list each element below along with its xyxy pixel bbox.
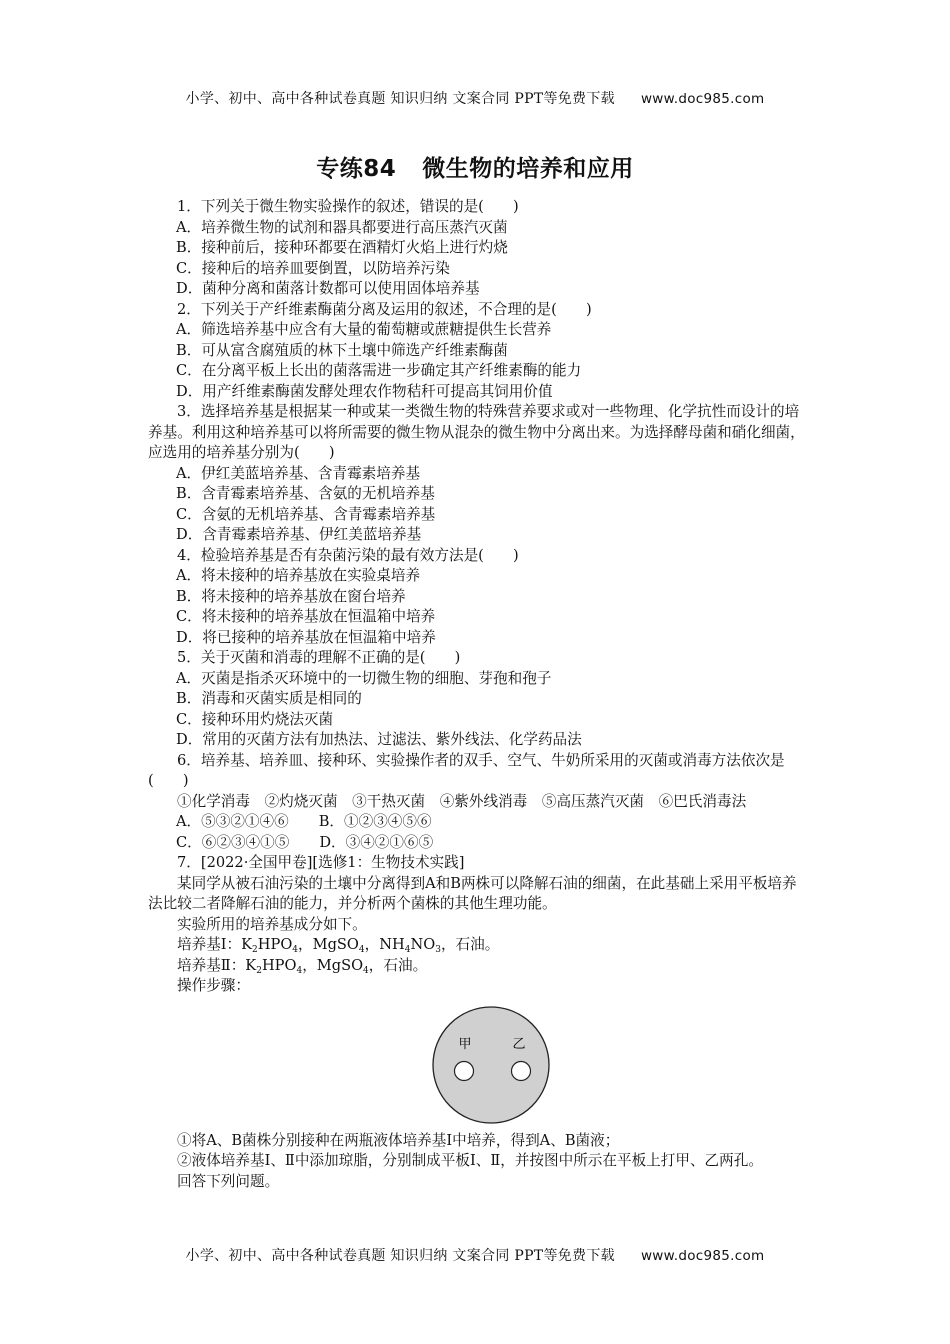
exercise-content <box>148 197 810 1192</box>
q2-stem: 2．下列关于产纤维素酶菌分离及运用的叙述，不合理的是( ) <box>177 300 592 318</box>
q7-intro: 某同学从被石油污染的土壤中分离得到A和B两株可以降解石油的细菌，在此基础上采用平板培养法比较二者降解石油的能力，并分析两个菌株的其他生理功能。 <box>148 874 797 912</box>
plate-circle <box>433 1007 549 1123</box>
q5-option-b: B．消毒和灭菌实质是相同的 <box>176 690 362 707</box>
q3-option-a: A．伊红美蓝培养基、含青霉素培养基 <box>176 464 421 482</box>
q3-option-b: B．含青霉素培养基、含氨的无机培养基 <box>176 485 435 502</box>
page-title <box>0 150 950 183</box>
hole-label-yi: 乙 <box>512 1036 526 1052</box>
q1-option-c: C．接种后的培养皿要倒置，以防培养污染 <box>176 259 450 277</box>
title-main: 微生物的培养和应用 <box>422 156 634 182</box>
page-footer <box>0 1245 950 1265</box>
q6-option-d: D．③④②①⑥⑤ <box>319 833 434 851</box>
q4-option-a: A．将未接种的培养基放在实验桌培养 <box>176 567 421 584</box>
q4-stem: 4．检验培养基是否有杂菌污染的最有效方法是( ) <box>177 546 519 564</box>
q6-options-row-1 <box>148 812 810 833</box>
q3-option-c: C．含氨的无机培养基、含青霉素培养基 <box>176 505 436 523</box>
q3-stem: 3．选择培养基是根据某一种或某一类微生物的特殊营养要求或对一些物理、化学抗性而设计的培养基。利用这种培养基可以将所需要的微生物从混杂的微生物中分离出来。为选择酵母菌和硝化细菌，应选用的培养基分别为( ) <box>148 403 805 461</box>
footer-url[interactable]: www.doc985.com <box>640 1248 765 1264</box>
q6-option-a: A．⑤③②①④⑥ <box>176 813 289 830</box>
q2-option-b: B．可从富含腐殖质的林下土壤中筛选产纤维素酶菌 <box>176 341 508 359</box>
q5-option-c: C．接种环用灼烧法灭菌 <box>176 710 334 728</box>
q6-methods: ①化学消毒 ②灼烧灭菌 ③干热灭菌 ④紫外线消毒 ⑤高压蒸汽灭菌 ⑥巴氏消毒法 <box>177 792 747 810</box>
q7-answer-prompt: 回答下列问题。 <box>177 1172 280 1190</box>
q7-source: 7．[2022·全国甲卷][选修1：生物技术实践] <box>177 854 465 871</box>
q7-medium-intro: 实验所用的培养基成分如下。 <box>177 915 367 933</box>
title-prefix: 专练84 <box>316 156 397 182</box>
q6-option-b: B．①②③④⑤⑥ <box>318 813 432 830</box>
q1-stem: 1．下列关于微生物实验操作的叙述，错误的是( ) <box>177 198 519 215</box>
petri-plate-figure <box>148 1005 810 1125</box>
q4-option-b: B．将未接种的培养基放在窗台培养 <box>176 587 406 605</box>
q4-option-c: C．将未接种的培养基放在恒温箱中培养 <box>176 608 436 625</box>
q7-step-2: ②液体培养基Ⅰ、Ⅱ中添加琼脂，分别制成平板Ⅰ、Ⅱ，并按图中所示在平板上打甲、乙两孔。 <box>177 1152 763 1169</box>
page-header <box>0 88 950 108</box>
hole-jia <box>455 1061 474 1080</box>
header-text: 小学、初中、高中各种试卷真题 知识归纳 文案合同 PPT等免费下载 <box>185 91 615 107</box>
q7-medium-1: 培养基Ⅰ：$K_2HPO_4$，MgSO$_4$，$NH_4NO_3$，石油。 <box>177 936 500 955</box>
q2-option-d: D．用产纤维素酶菌发酵处理农作物秸秆可提高其饲用价值 <box>176 382 553 400</box>
q2-option-c: C．在分离平板上长出的菌落需进一步确定其产纤维素酶的能力 <box>176 362 582 379</box>
footer-text: 小学、初中、高中各种试卷真题 知识归纳 文案合同 PPT等免费下载 <box>185 1248 615 1264</box>
q7-steps-label: 操作步骤： <box>177 977 250 994</box>
q7-medium-2: 培养基Ⅱ：$K_2HPO_4$，MgSO$_4$，石油。 <box>177 956 428 976</box>
q1-option-a: A．培养微生物的试剂和器具都要进行高压蒸汽灭菌 <box>176 218 508 236</box>
q6-options-row-2 <box>148 833 810 854</box>
hole-yi <box>512 1061 531 1080</box>
q1-option-b: B．接种前后，接种环都要在酒精灯火焰上进行灼烧 <box>176 239 508 256</box>
header-url[interactable]: www.doc985.com <box>640 91 765 107</box>
q3-option-d: D．含青霉素培养基、伊红美蓝培养基 <box>176 526 422 543</box>
q2-option-a: A．筛选培养基中应含有大量的葡萄糖或蔗糖提供生长营养 <box>176 321 552 338</box>
plate-diagram <box>431 1005 555 1125</box>
q5-stem: 5．关于灭菌和消毒的理解不正确的是( ) <box>177 649 461 666</box>
q7-step-1: ①将A、B菌株分别接种在两瓶液体培养基Ⅰ中培养，得到A、B菌液； <box>177 1131 620 1149</box>
q5-option-a: A．灭菌是指杀灭环境中的一切微生物的细胞、芽孢和孢子 <box>176 669 552 687</box>
q1-option-d: D．菌种分离和菌落计数都可以使用固体培养基 <box>176 280 480 297</box>
hole-label-jia: 甲 <box>458 1036 472 1052</box>
q5-option-d: D．常用的灭菌方法有加热法、过滤法、紫外线法、化学药品法 <box>176 731 582 748</box>
q6-stem: 6．培养基、培养皿、接种环、实验操作者的双手、空气、牛奶所采用的灭菌或消毒方法依次是( ) <box>148 751 785 789</box>
q4-option-d: D．将已接种的培养基放在恒温箱中培养 <box>176 628 436 646</box>
q6-option-c: C．⑥②③④①⑤ <box>176 833 290 851</box>
